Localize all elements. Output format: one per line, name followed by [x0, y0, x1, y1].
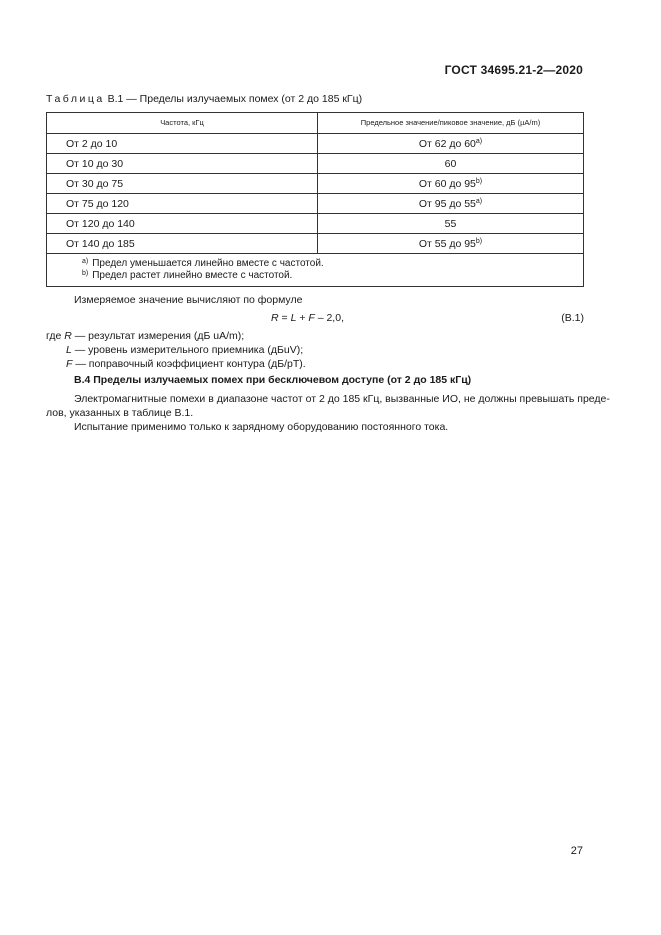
limit-value: От 95 до 55 — [418, 197, 476, 210]
definition-symbol: L — [66, 344, 72, 356]
frequency-cell: От 120 до 140 — [47, 214, 318, 234]
formula — [271, 312, 344, 324]
table-row — [47, 214, 584, 234]
table-caption — [46, 93, 362, 105]
table-caption-label: Таблица — [46, 93, 105, 105]
formula-symbol-f: F — [308, 312, 315, 324]
frequency-cell: От 140 до 185 — [47, 234, 318, 254]
note-mark: b) — [82, 270, 89, 277]
formula-equals: = — [278, 312, 291, 324]
section-heading: В.4 Пределы излучаемых помех при бесключевом доступе (от 2 до 185 кГц) — [74, 374, 472, 386]
frequency-cell: От 75 до 120 — [47, 194, 318, 214]
note-text: Предел растет линейно вместе с частотой. — [92, 270, 293, 281]
footnote-mark: a) — [475, 137, 483, 145]
table-caption-text: В.1 — Пределы излучаемых помех (от 2 до 185 кГц) — [104, 93, 363, 105]
footnote-mark: b) — [475, 177, 483, 185]
section-paragraph-line: Электромагнитные помехи в диапазоне частот от 2 до 185 кГц, вызванные ИО, не должны превышать преде- — [74, 393, 610, 405]
section-paragraph: Испытание применимо только к зарядному оборудованию постоянного тока. — [74, 421, 449, 433]
limit-value: От 60 до 95 — [418, 177, 476, 190]
definition-prefix: где — [46, 330, 65, 342]
formula-plus: + — [296, 312, 309, 324]
table-row — [47, 134, 584, 154]
table-note — [82, 258, 583, 270]
formula-symbol-r: R — [271, 312, 279, 324]
limit-cell — [318, 234, 584, 254]
page-number: 27 — [570, 845, 583, 857]
frequency-cell: От 2 до 10 — [47, 134, 318, 154]
definition-symbol: F — [66, 358, 73, 370]
table-row — [47, 194, 584, 214]
note-text: Предел уменьшается линейно вместе с частотой. — [92, 258, 324, 269]
limit-cell — [318, 134, 584, 154]
definition-text: — уровень измерительного приемника (дБuV); — [71, 344, 304, 356]
limits-table — [46, 112, 584, 287]
table-notes — [47, 254, 584, 287]
limit-cell — [318, 174, 584, 194]
table-notes-row — [47, 254, 584, 287]
table-row — [47, 174, 584, 194]
table-note — [82, 270, 583, 282]
limit-value: 60 — [444, 157, 457, 170]
section-paragraph-line: лов, указанных в таблице В.1. — [46, 407, 194, 419]
limit-value: 55 — [444, 217, 457, 230]
limit-cell — [318, 154, 584, 174]
table-row — [47, 154, 584, 174]
standard-code: ГОСТ 34695.21-2—2020 — [444, 63, 583, 77]
formula-intro: Измеряемое значение вычисляют по формуле — [74, 294, 303, 306]
column-header-limit: Предельное значение/пиковое значение, дБ (µA/m) — [318, 113, 584, 134]
table-row — [47, 234, 584, 254]
frequency-cell: От 10 до 30 — [47, 154, 318, 174]
formula-symbol-l: L — [290, 312, 297, 324]
column-header-frequency: Частота, кГц — [47, 113, 318, 134]
footnote-mark: a) — [475, 197, 483, 205]
formula-constant: – 2,0, — [314, 312, 344, 324]
definition-line — [66, 357, 306, 371]
definition-text: — результат измерения (дБ uA/m); — [71, 330, 245, 342]
limit-value: От 62 до 60 — [418, 137, 476, 150]
definition-text: — поправочный коэффициент контура (дБ/pT). — [72, 358, 306, 370]
limit-cell — [318, 214, 584, 234]
limit-value: От 55 до 95 — [418, 237, 476, 250]
definition-symbol: R — [64, 330, 72, 342]
frequency-cell: От 30 до 75 — [47, 174, 318, 194]
footnote-mark: b) — [475, 237, 483, 245]
definition-line — [46, 329, 244, 343]
table-header-row — [47, 113, 584, 134]
formula-number: (В.1) — [561, 312, 584, 324]
note-mark: a) — [82, 258, 89, 265]
limit-cell — [318, 194, 584, 214]
definition-line — [66, 343, 303, 357]
